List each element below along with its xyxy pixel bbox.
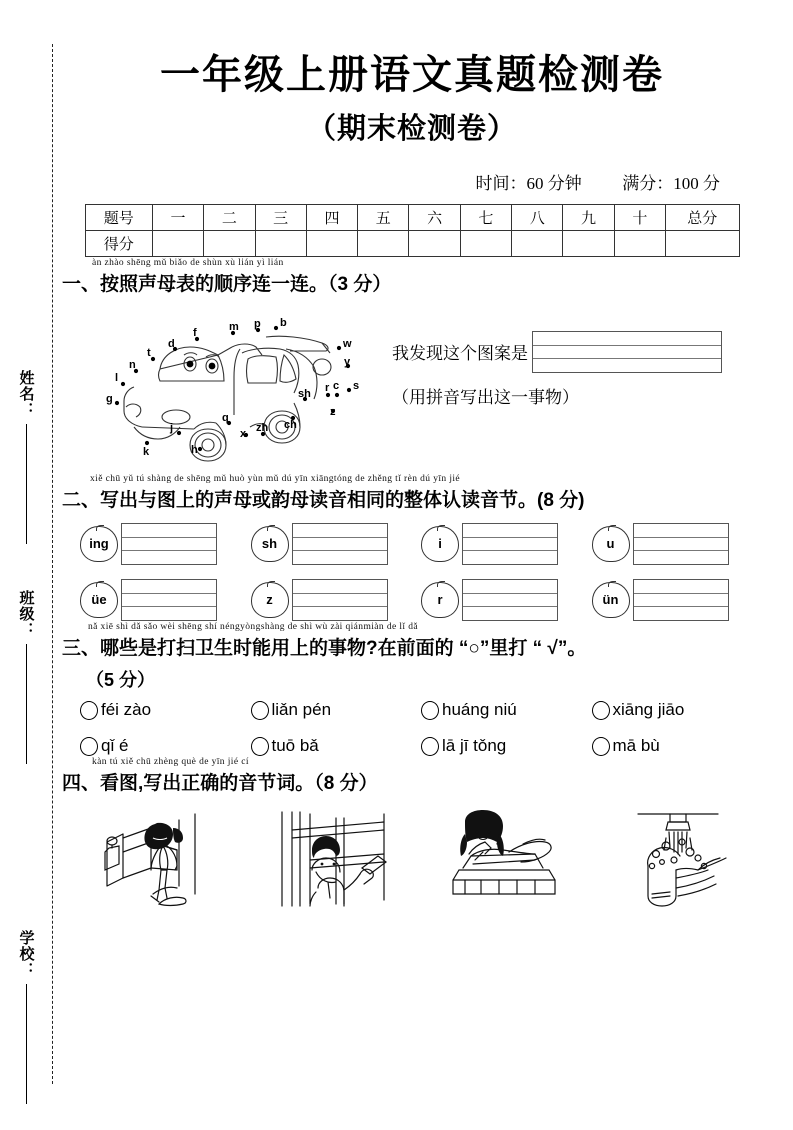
question-3-text: 三、哪些是打扫卫生时能用上的事物?在前面的 “○”里打 “ √”。 [62, 637, 587, 659]
syllable-answer-input[interactable] [292, 579, 388, 621]
svg-text:f: f [193, 326, 197, 339]
exam-meta [62, 169, 762, 194]
checkbox-circle-icon[interactable] [80, 737, 98, 756]
question-2-text: 二、写出与图上的声母或韵母读音相同的整体认读音节。(8 分) [62, 489, 585, 511]
question-1-find-row [392, 331, 752, 373]
checkbox-circle-icon[interactable] [421, 701, 439, 720]
option-label: qǐ é [101, 736, 129, 756]
score-cell-1[interactable] [152, 231, 203, 257]
score-col-total: 总分 [666, 205, 739, 231]
svg-text:l: l [115, 371, 119, 384]
option-item[interactable] [421, 700, 592, 720]
question-1-find-label: 我发现这个图案是 [392, 344, 528, 364]
field-name[interactable] [0, 370, 52, 570]
option-label: mā bù [612, 736, 660, 756]
svg-text:y: y [344, 355, 351, 368]
score-col-3: 三 [255, 205, 306, 231]
option-label: liǎn pén [271, 700, 332, 720]
score-col-8: 八 [512, 205, 563, 231]
question-3-options [62, 700, 762, 756]
question-4-heading [62, 757, 762, 796]
field-school-label: 学校： [17, 930, 35, 978]
svg-text:m: m [229, 320, 239, 333]
score-cell-5[interactable] [358, 231, 409, 257]
dot-to-dot-car-illustration [90, 303, 390, 468]
svg-text:z: z [330, 405, 336, 418]
score-cell-10[interactable] [614, 231, 665, 257]
option-item[interactable] [251, 736, 422, 756]
question-2 [62, 473, 762, 621]
field-name-rule [26, 424, 27, 544]
time-label: 时间：60 分钟 [475, 174, 582, 193]
score-col-6: 六 [409, 205, 460, 231]
score-table-row-label: 题号 [85, 205, 152, 231]
question-2-heading [62, 473, 762, 513]
table-row-headers [85, 205, 739, 231]
syllable-answer-input[interactable] [462, 579, 558, 621]
option-item[interactable] [592, 736, 763, 756]
svg-text:j: j [170, 421, 174, 434]
syllable-answer-input[interactable] [121, 579, 217, 621]
syllable-answer-input[interactable] [633, 579, 729, 621]
question-3 [62, 621, 762, 757]
score-col-9: 九 [563, 205, 614, 231]
question-2-pinyin: xiě chū yǔ tú shàng de shēng mǔ huò yùn mǔ dú yīn xiāngtóng de zhěng tǐ rèn dú yīn jié [90, 473, 461, 484]
question-3-points: （5 分） [86, 670, 156, 691]
syllable-item [592, 523, 763, 565]
option-item[interactable] [592, 700, 763, 720]
score-cell-2[interactable] [204, 231, 255, 257]
score-cell-3[interactable] [255, 231, 306, 257]
syllable-bubble-icon: u [592, 526, 630, 562]
pinyin-guide-line [533, 358, 721, 359]
picture-cell [416, 806, 589, 908]
svg-text:g: g [106, 392, 113, 405]
question-1-heading [62, 258, 762, 297]
syllable-item [421, 523, 592, 565]
boy-wiping-window-icon [266, 808, 394, 908]
question-2-items [62, 523, 762, 621]
pinyin-guide-line [533, 345, 721, 346]
question-3-heading [62, 621, 762, 661]
score-col-5: 五 [358, 205, 409, 231]
question-4-pinyin: kàn tú xiě chū zhèng què de yīn jié cí [92, 757, 249, 768]
option-item[interactable] [80, 700, 251, 720]
syllable-item [251, 523, 422, 565]
svg-text:b: b [280, 316, 287, 329]
question-4-pictures [62, 806, 762, 908]
option-label: lā jī tǒng [442, 736, 507, 756]
score-col-2: 二 [204, 205, 255, 231]
question-4 [62, 757, 762, 908]
syllable-bubble-icon: sh [251, 526, 289, 562]
picture-cell [70, 806, 243, 908]
question-1-answer-area [392, 331, 752, 408]
svg-text:p: p [254, 317, 261, 330]
table-row-scores [85, 231, 739, 257]
svg-text:x: x [240, 427, 247, 440]
exam-page [62, 0, 762, 1122]
svg-text:d: d [168, 337, 175, 350]
syllable-item [80, 579, 251, 621]
svg-text:h: h [191, 443, 198, 456]
score-col-1: 一 [152, 205, 203, 231]
checkbox-circle-icon[interactable] [592, 737, 610, 756]
field-school[interactable] [0, 930, 52, 1130]
score-cell-total[interactable] [666, 231, 739, 257]
svg-text:c: c [333, 379, 340, 392]
syllable-item [251, 579, 422, 621]
score-col-10: 十 [614, 205, 665, 231]
score-cell-9[interactable] [563, 231, 614, 257]
page-subtitle: （期末检测卷） [306, 113, 517, 145]
question-3-pinyin: nǎ xiē shì dǎ sǎo wèi shēng shí néngyòngshàng de shì wù zài qiánmiàn de lǐ dǎ [88, 621, 418, 632]
score-col-4: 四 [306, 205, 357, 231]
svg-text:s: s [353, 379, 360, 392]
option-item[interactable] [251, 700, 422, 720]
question-1-pinyin: àn zhào shēng mǔ biǎo de shùn xù lián yì lián [92, 258, 284, 268]
picture-cell [243, 806, 416, 908]
score-row-label: 得分 [85, 231, 152, 257]
option-item[interactable] [80, 736, 251, 756]
syllable-bubble-icon: i [421, 526, 459, 562]
option-label: xiāng jiāo [612, 700, 685, 720]
hands-washing-under-tap-icon [612, 808, 740, 908]
score-cell-7[interactable] [460, 231, 511, 257]
svg-text:q: q [222, 411, 229, 424]
syllable-item [592, 579, 763, 621]
syllable-bubble-icon: üe [80, 582, 118, 618]
field-class-label: 班级： [17, 590, 35, 638]
syllable-answer-input[interactable] [292, 523, 388, 565]
question-1-pinyin-input[interactable] [532, 331, 722, 373]
field-class[interactable] [0, 590, 52, 790]
checkbox-circle-icon[interactable] [251, 701, 269, 720]
syllable-bubble-icon: z [251, 582, 289, 618]
score-cell-8[interactable] [512, 231, 563, 257]
checkbox-circle-icon[interactable] [80, 701, 98, 720]
svg-text:n: n [129, 358, 136, 371]
question-1-text: 一、按照声母表的顺序连一连。（3 分） [62, 274, 392, 295]
checkbox-circle-icon[interactable] [421, 737, 439, 756]
svg-text:k: k [143, 445, 150, 458]
score-cell-4[interactable] [306, 231, 357, 257]
margin-student-fields [0, 0, 52, 1122]
picture-cell [589, 806, 762, 908]
syllable-bubble-icon: ün [592, 582, 630, 618]
syllable-item [421, 579, 592, 621]
checkbox-circle-icon[interactable] [251, 737, 269, 756]
svg-text:zh: zh [256, 421, 269, 434]
syllable-answer-input[interactable] [462, 523, 558, 565]
score-cell-6[interactable] [409, 231, 460, 257]
question-1-body [62, 303, 762, 473]
option-label: huáng niú [442, 700, 517, 720]
score-col-7: 七 [460, 205, 511, 231]
syllable-item [80, 523, 251, 565]
syllable-answer-input[interactable] [633, 523, 729, 565]
question-1-note: （用拼音写出这一事物） [392, 387, 579, 407]
svg-text:sh: sh [298, 387, 311, 400]
score-table [85, 204, 740, 257]
option-label: féi zào [101, 700, 152, 720]
field-name-label: 姓名： [17, 370, 35, 418]
option-label: tuō bǎ [271, 736, 319, 756]
syllable-answer-input[interactable] [121, 523, 217, 565]
girl-folding-quilt-icon [439, 808, 567, 908]
question-1 [62, 258, 762, 473]
page-title: 一年级上册语文真题检测卷 [160, 52, 664, 97]
checkbox-circle-icon[interactable] [592, 701, 610, 720]
svg-text:ch: ch [284, 418, 297, 431]
svg-text:t: t [147, 346, 151, 359]
svg-text:r: r [325, 381, 330, 394]
field-class-rule [26, 644, 27, 764]
question-4-text: 四、看图,写出正确的音节词。（8 分） [62, 773, 378, 795]
svg-text:w: w [343, 337, 352, 350]
margin-dashed-line [52, 44, 53, 1084]
full-score-label: 满分：100 分 [622, 174, 720, 193]
girl-mopping-floor-icon [93, 808, 221, 908]
field-school-rule [26, 984, 27, 1104]
syllable-bubble-icon: r [421, 582, 459, 618]
option-item[interactable] [421, 736, 592, 756]
syllable-bubble-icon: ing [80, 526, 118, 562]
